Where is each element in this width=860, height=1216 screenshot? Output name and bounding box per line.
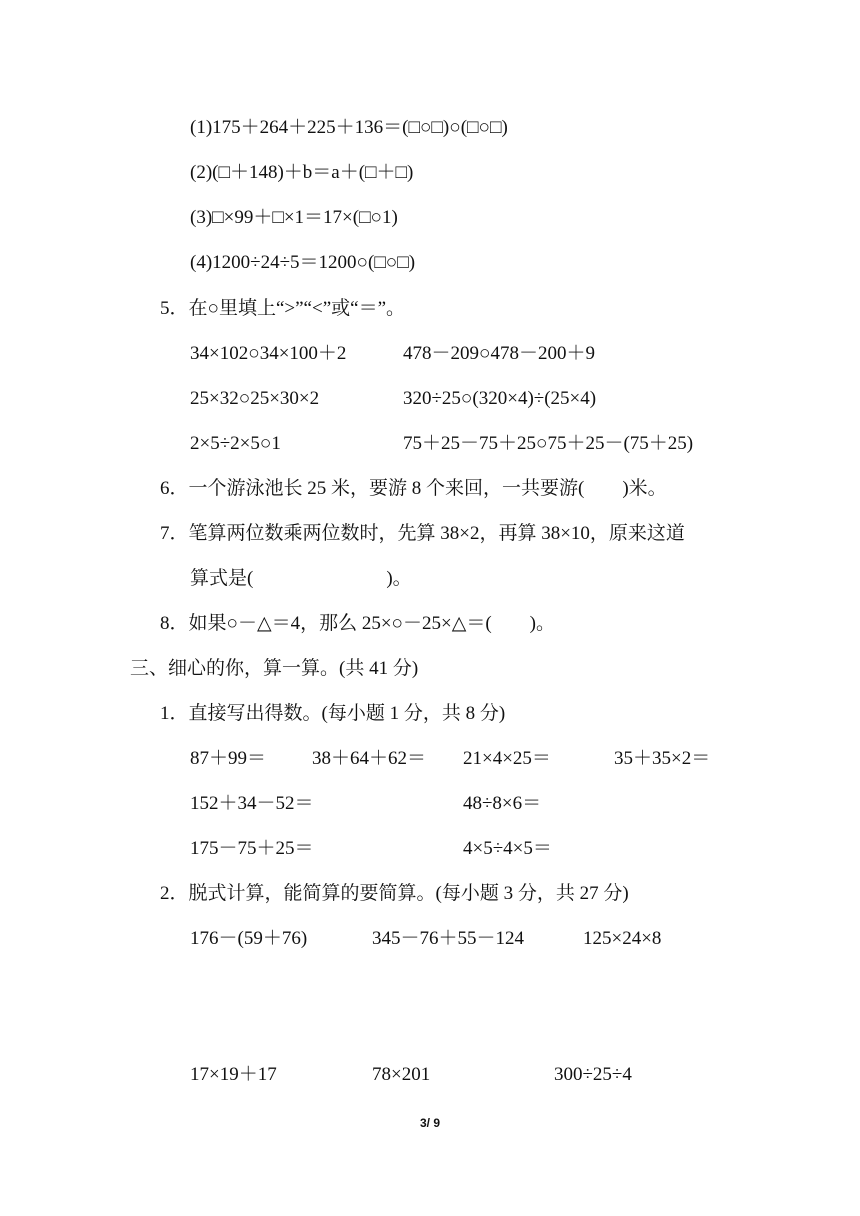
s3q2-r1-c2: 345－76＋55－124 <box>372 928 525 949</box>
s3q2-r2-c1: 17×19＋17 <box>190 1064 277 1085</box>
q7-line2: 算式是( )。 <box>190 568 412 589</box>
s3q2-title: 2．脱式计算，能简算的要简算。(每小题 3 分，共 27 分) <box>160 883 629 904</box>
page-number: 3/ 9 <box>419 1116 440 1130</box>
s3q1-r1-c2: 38＋64＋62＝ <box>312 748 427 769</box>
s3q1-r1-c3: 21×4×25＝ <box>463 748 551 769</box>
s3q1-title: 1．直接写出得数。(每小题 1 分，共 8 分) <box>160 703 506 724</box>
s3q1-r3-c2: 4×5÷4×5＝ <box>463 838 552 859</box>
s3q1-r1-c4: 35＋35×2＝ <box>614 748 711 769</box>
q6: 6．一个游泳池长 25 米，要游 8 个来回，一共要游( )米。 <box>160 478 667 499</box>
q4-item-2: (2)(□＋148)＋b＝a＋(□＋□) <box>190 162 414 183</box>
q5-r2-right: 320÷25○(320×4)÷(25×4) <box>403 388 597 409</box>
q7-line1: 7．笔算两位数乘两位数时，先算 38×2，再算 38×10，原来这道 <box>160 523 685 544</box>
q5-r3-right: 75＋25－75＋25○75＋25－(75＋25) <box>403 433 694 454</box>
q5-r1-left: 34×102○34×100＋2 <box>190 343 347 364</box>
q4-item-3: (3)□×99＋□×1＝17×(□○1) <box>190 207 398 228</box>
q4-item-1: (1)175＋264＋225＋136＝(□○□)○(□○□) <box>190 117 508 138</box>
section3-title: 三、细心的你，算一算。(共 41 分) <box>130 658 419 679</box>
s3q2-r1-c1: 176－(59＋76) <box>190 928 308 949</box>
q5-title: 5．在○里填上“>”“<”或“＝”。 <box>160 298 406 319</box>
q5-r3-left: 2×5÷2×5○1 <box>190 433 281 454</box>
s3q2-r2-c3: 300÷25÷4 <box>554 1064 632 1085</box>
s3q1-r2-c2: 48÷8×6＝ <box>463 793 542 814</box>
q5-r2-left: 25×32○25×30×2 <box>190 388 320 409</box>
s3q1-r3-c1: 175－75＋25＝ <box>190 838 314 859</box>
s3q1-r1-c1: 87＋99＝ <box>190 748 267 769</box>
q4-item-4: (4)1200÷24÷5＝1200○(□○□) <box>190 252 416 273</box>
q8: 8．如果○－△＝4，那么 25×○－25×△＝( )。 <box>160 613 556 634</box>
q5-r1-right: 478－209○478－200＋9 <box>403 343 595 364</box>
s3q2-r2-c2: 78×201 <box>372 1064 431 1085</box>
s3q2-r1-c3: 125×24×8 <box>583 928 662 949</box>
s3q1-r2-c1: 152＋34－52＝ <box>190 793 314 814</box>
